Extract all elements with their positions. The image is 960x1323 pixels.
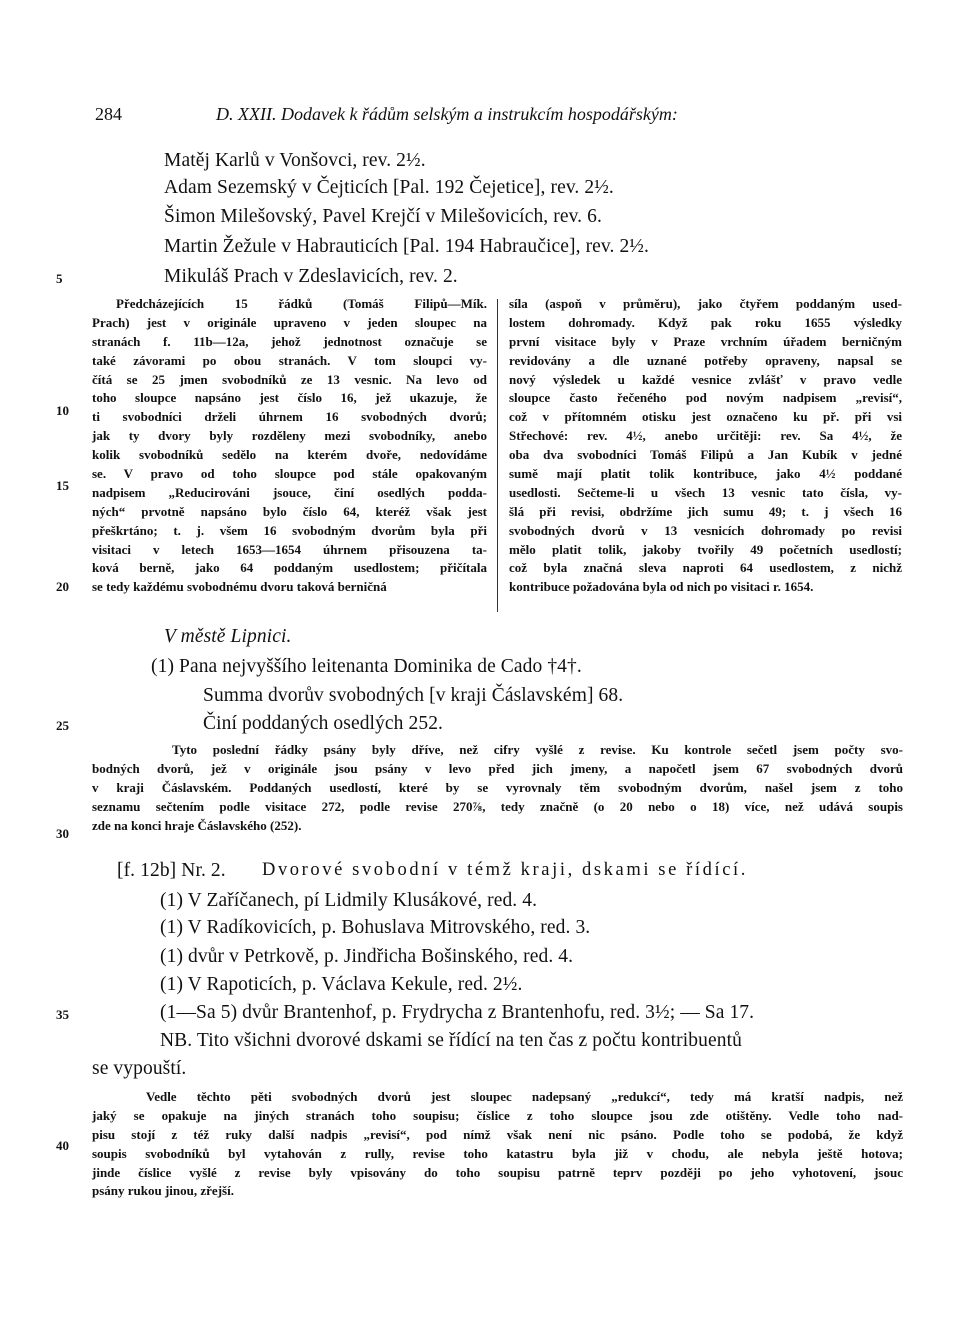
line-number: 35 [56,1007,69,1022]
note-line: nový výsledek u každé vesnice zvlášť v pravo vedle [509,371,902,387]
entry-line: NB. Tito všichni dvorové dskami se řídící na ten čas z počtu kontribuentů [160,1030,742,1051]
note-line: sumě mají platit tolik kontribuce, jako 4½ poddané [509,466,902,482]
entry-line: Mikuláš Prach v Zdeslavicích, rev. 2. [164,266,458,287]
entry-line: Matěj Karlů v Vonšovci, rev. 2½. [164,150,426,171]
note-line: se tedy každému svobodnému dvoru taková berničná [92,579,387,595]
line-number: 15 [56,478,69,493]
note-line: jak ty dvory byly rozděleny mezi svobodníky, anebo [92,428,487,444]
entry-line: (1) V Zaříčanech, pí Lidmily Klusákové, red. 4. [160,890,538,911]
note-line: kontribuce požadována byla od nich po visitaci r. 1654. [509,579,814,595]
note-line: což byla značná sleva naproti 64 usedlostem, z nichž [509,560,902,576]
entry-line: Martin Žežule v Habrauticích [Pal. 194 Habraučice], rev. 2½. [164,236,649,257]
note-line: svobodných dvorů v 13 vesnicích dohromady po revisi [509,522,902,538]
note-line: visitaci v letech 1653—1654 úhrnem přisouzena ta- [92,541,487,557]
line-number: 25 [56,718,69,733]
note-line: Střechové: rev. 4½, anebo určitěji: rev. Sa 4½, že [509,428,902,444]
note-line: Předcházejících 15 řádků (Tomáš Filipů—Mík. [116,296,487,311]
note-line: první visitace byly v Praze vrchním úřadem berničným [509,333,902,349]
note-line: ková berně, jako 64 poddaným usedlostem; přičítala [92,560,487,576]
line-number: 10 [56,403,69,418]
entry-line: Šimon Milešovský, Pavel Krejčí v Milešovicích, rev. 6. [164,206,602,227]
note-mid [92,741,903,835]
entry-line: Adam Sezemský v Čejticích [Pal. 192 Čejetice], rev. 2½. [164,177,614,198]
note-line: sloupce často řečeného pod novým nadpisem „revisí“, [509,390,902,406]
note-line: ných“ prvotně napsáno bylo číslo 64, kteréž však jest [92,503,487,519]
section-heading: Dvorové svobodní v témž kraji, dskami se řídící. [262,860,748,880]
entry-line: (1) Pana nejvyššího leitenanta Dominika de Cado †4†. [151,656,582,677]
note-line: což v přítomném otisku jest označeno ku př. při vsi [509,409,902,425]
note-line: oba dva svobodníci Tomáš Filipů a Jan Kubík v jedné [509,447,902,463]
note-line: nadpisem „Reducirováni jsouce, činí osedlých podda- [92,484,487,500]
note-line: revidovány a dle uznané potřeby opraveny, napsal se [509,352,902,368]
note-line: čítá se 25 jmen svobodníků ze 13 vesnic. Na levo od [92,371,487,387]
note-line: v kraji Čáslavském. Poddaných usedlostí, které by se vyrovnaly těm svobodným dvorům, našel jsem z toho [92,779,903,795]
line-number: 5 [56,271,63,286]
note-line: toho sloupce napsáno jest číslo 16, jež ukazuje, že [92,390,487,406]
note-line: se. V pravo od toho sloupce pod stále opakovaným [92,466,487,482]
note-line: jaký se opakuje na jiných stranách toho soupisu; číslice z toho sloupce jsou zde otištěny. Vedle toho nad- [92,1107,903,1123]
entry-line: (1—Sa 5) dvůr Brantenhof, p. Frydrycha z Brantenhofu, red. 3½; — Sa 17. [160,1002,755,1023]
section-heading: V městě Lipnici. [164,626,292,647]
entry-line: (1) V Radíkovicích, p. Bohuslava Mitrovského, red. 3. [160,917,591,938]
page-number: 284 [95,104,122,124]
note-line: pisu stojí z též ruky další nadpis „revisí“, pod nímž však není nic psáno. Podle toho se podobá, že když [92,1126,903,1142]
note-line: Prach) jest v originále upraveno v jeden sloupec na [92,314,487,330]
note-line: stranách f. 11b—12a, jehož jednotnost označuje se [92,333,487,349]
line-number: 40 [56,1138,69,1153]
note-line: také závorami po obou stranách. V tom sloupci vy- [92,352,487,368]
note-line: kolik svobodníků sedělo na kterém dvoře, nedovídáme [92,447,487,463]
note-line: síla (aspoň v průměru), jako čtyřem poddaným used- [509,296,902,311]
note-line: přeškrtáno; t. j. všem 16 svobodným dvorům byla při [92,522,487,538]
note-line: psány rukou jinou, zřejší. [92,1183,234,1199]
note-line: jinde číslice vyšlé z revise byly vpisovány do toho soupisu patrně teprv později po jeho vyhotovení, jsouc [92,1164,903,1180]
note-line: soupis svobodníků byl vytahován z rully, revise toho katastru byla již v chodu, ale nebyla ještě hotova; [92,1145,903,1161]
note-line: usedlosti. Sečteme-li u všech 13 vesnic tato čísla, vy- [509,484,902,500]
section-heading-prefix: [f. 12b] Nr. 2. [117,860,226,881]
note-line: seznamu sečtením podle visitace 272, podle revise 270⅞, tedy značně (o 20 nebo o 18) více, než udává soupis [92,798,903,814]
note-line: Vedle těchto pěti svobodných dvorů jest sloupec nadepsaný „redukcí“, tedy má kratší nadpis, než [146,1089,903,1104]
note-line: zde na konci hraje Čáslavského (252). [92,817,302,833]
note-line: šlá při revisi, obdržíme jich sumu 49; t. j všech 16 [509,503,902,519]
note-line: Tyto poslední řádky psány byly dříve, než cifry vyšlé z revise. Ku kontrole sečetl jsem počty svo- [172,742,903,757]
line-number: 30 [56,826,69,841]
entry-line: se vypouští. [92,1058,187,1079]
note-left-column [92,295,487,597]
running-title: D. XXII. Dodavek k řádům selským a instrukcím hospodářským: [216,104,678,124]
line-number: 20 [56,579,69,594]
entry-line: Summa dvorův svobodných [v kraji Čáslavském] 68. [203,685,624,706]
note-line: ti svobodníci drželi úhrnem 16 svobodných dvorů; [92,409,487,425]
note-line: bodných dvorů, jež v originále jsou psány v levo před jich jmeny, a napočetl jsem 67 svobodných dvorů [92,760,903,776]
note-line: lostem dohromady. Když pak roku 1655 výsledky [509,314,902,330]
entry-line: Činí poddaných osedlých 252. [203,713,444,734]
note-right-column [509,295,902,597]
note-line: mělo platit tolik, jakoby tvořily 49 početních usedlostí; [509,541,902,557]
note-bottom [92,1088,903,1201]
entry-line: (1) V Rapoticích, p. Václava Kekule, red. 2½. [160,974,523,995]
column-divider [497,299,498,612]
entry-line: (1) dvůr v Petrkově, p. Jindřicha Bošinského, red. 4. [160,946,574,967]
